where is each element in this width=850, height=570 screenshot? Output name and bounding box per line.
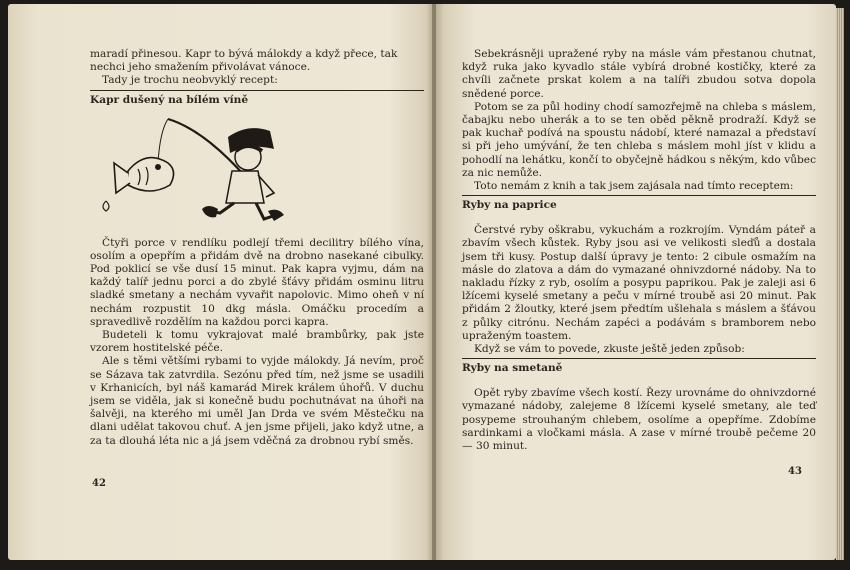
intro-last-line: Toto nemám z knih a tak jsem zajásala nad tímto receptem: bbox=[474, 180, 794, 193]
intro-line: maradí přinesou. Kapr to bývá málokdy a když přece, tak bbox=[90, 48, 398, 60]
page-number: 42 bbox=[92, 478, 106, 489]
story-paragraph: Ale s těmi většími rybami to vyjde málokdy. Já nevím, proč se Sázava tak zatvrdila. Sezónu před tím, než jsme se usadili v Krhanicích, byl náš kamarád Mirek králem úhořů. V duchu jsem se viděla, jak si konečně budu pochutnávat na úhoři na šalvěji, na kterého mi uměl Jan Drda ve svém Městečku na dlani udělat takovou chuť. A jen jsme přijeli, jako když utne, a za ta dlouhá léta nic a já jsem vděčná za drobnou rybí směs. bbox=[90, 355, 424, 447]
recipe-paragraph: Budeteli k tomu vykrajovat malé brambůrky, pak jste vzorem hostitelské péče. bbox=[90, 329, 424, 355]
left-page-text bbox=[90, 48, 424, 448]
intro-line: nechci jeho smažením přivolávat vánoce. bbox=[90, 61, 311, 74]
page-edges bbox=[836, 8, 844, 560]
left-page bbox=[8, 4, 432, 560]
recipe-paragraph: Čtyři porce v rendlíku podlejí třemi decilitry bílého vína, osolím a opepřím a přidám dvě na drobno nasekané cibulky. Pod poklicí se vše dusí 15 minut. Pak kapra vyjmu, dám na každý talíř jednu porci a do zbylé šťávy přidám osminu litru sladké smetany a nechám vyvařit napolovic. Mimo oheň v ní nechám rozpustit 10 dkg másla. Omáčku procedím a spravedlivě rozdělím na každou porci kapra. bbox=[90, 236, 424, 328]
recipe-title: Ryby na smetaně bbox=[462, 362, 563, 375]
section-rule bbox=[462, 195, 816, 196]
recipe-title: Ryby na paprice bbox=[462, 199, 557, 212]
recipe-paragraph: Opět ryby zbavíme všech kostí. Řezy urovnáme do ohnivzdorné vymazané nádoby, zalejeme 8 lžícemi kyselé smetany, ale teď posypeme strouhaným chlebem, osolíme a opepříme. Zdobíme sardinkami a vločkami másla. A zase v mírné troubě pečeme 20 — 30 minut. bbox=[462, 387, 816, 453]
intro-last-line: Tady je trochu neobvyklý recept: bbox=[102, 74, 278, 87]
story-paragraph: Potom se za půl hodiny chodí samozřejmě na chleba s máslem, čabajku nebo uherák a to se ten oběd pěkně prodraží. Když se pak kuchař podívá na spoustu nádobí, které namazal a představí si při jeho umývání, že ten chleba s máslem mohl jíst v klidu a pohodlí na lehátku, končí to obyčejně hádkou s někým, kdo vůbec za nic nemůže. bbox=[462, 100, 816, 179]
right-page bbox=[436, 4, 836, 560]
intro-last-line: Když se vám to povede, zkuste ještě jeden způsob: bbox=[474, 343, 745, 356]
story-paragraph: Sebekrásněji upražené ryby na másle vám přestanou chutnat, když ruka jako kyvadlo stále vybírá drobné kostičky, které za chvíli začnete prskat kolem a na talíři zbudou sotva dopola snědené porce. bbox=[462, 48, 816, 100]
fisherman-with-fish-icon bbox=[90, 107, 424, 225]
recipe-title: Kapr dušený na bílém víně bbox=[90, 93, 249, 106]
open-book bbox=[8, 4, 844, 566]
recipe-paragraph: Čerstvé ryby oškrabu, vykuchám a rozkrojím. Vyndám páteř a zbavím všech kůstek. Ryby jsou asi ve velikosti sleďů a dostala jsem tři kusy. Postup další úpravy je tento: 2 cibule osmažím na másle do zlatova a dám do vymazané ohnivzdorné nádoby. Na to nakladu řízky z ryb, osolím a posypu paprikou. Pak je zaleji asi 6 lžícemi kyselé smetany a peču v mírné troubě asi 20 minut. Pak přidám 2 žloutky, které jsem předtím ušlehala s máslem a šťávou z půlky citrónu. Nechám zapéci a podávám s bramborem nebo upraženým toastem. bbox=[462, 224, 816, 342]
page-number: 43 bbox=[788, 466, 802, 477]
right-page-text bbox=[462, 48, 816, 453]
section-rule bbox=[90, 90, 424, 91]
section-rule bbox=[462, 358, 816, 359]
